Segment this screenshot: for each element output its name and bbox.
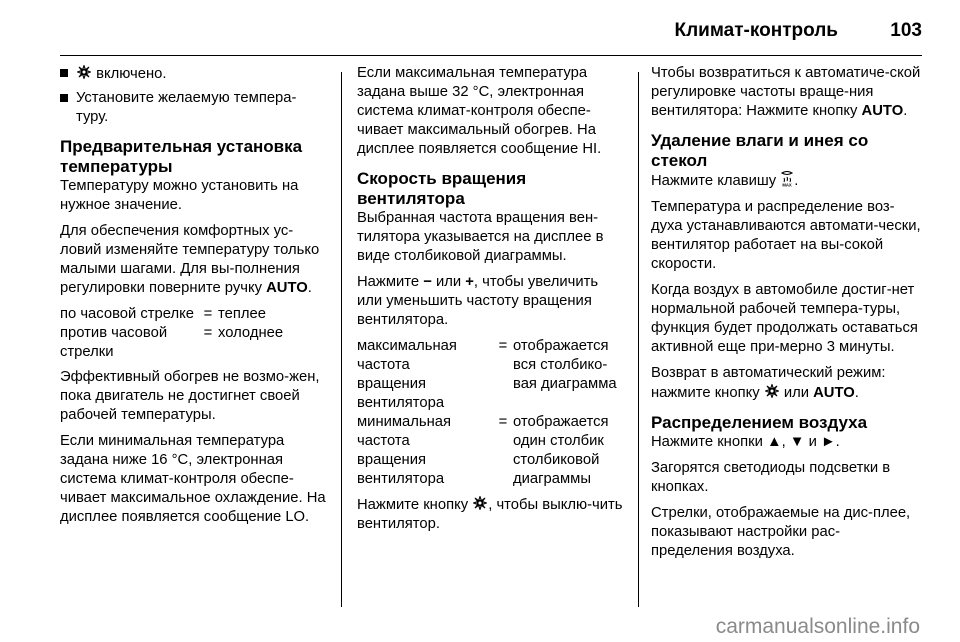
- table-cell: холоднее: [218, 325, 284, 341]
- column-3: [651, 64, 921, 568]
- paragraph: Температура и распределение воз-духа устанавливаются автомати-чески, вентилятор работает на вы-сокой скорости.: [651, 199, 921, 272]
- table: [60, 305, 328, 362]
- paragraph: Загорятся светодиоды подсветки в кнопках.: [651, 460, 891, 495]
- watermark: carmanualsonline.info: [715, 615, 920, 638]
- svg-text:MAX: MAX: [782, 182, 792, 187]
- table-cell: =: [498, 414, 508, 430]
- paragraph: Нажмите кнопки ▲, ▼ и ►.: [651, 434, 840, 450]
- column-1: [60, 64, 328, 534]
- table-cell: =: [203, 325, 213, 341]
- paragraph: Если максимальная температура задана выше 32 °C, электронная система климат-контроля обеспе-чивает максимальный обогрев. На дисплее появляется сообщение HI.: [357, 65, 602, 157]
- list-item: включено.: [60, 64, 328, 84]
- section-heading: Скорость вращения вентилятора: [357, 169, 527, 208]
- header-title: Климат-контроль: [674, 20, 838, 41]
- paragraph: Нажмите кнопку , чтобы выклю-чить вентилятор.: [357, 497, 623, 532]
- table-cell: против часовой стрелки: [60, 325, 168, 360]
- minus-icon: −: [423, 274, 432, 290]
- page-number: 103: [890, 20, 922, 41]
- paragraph: Температуру можно установить на нужное значение.: [60, 178, 299, 213]
- paragraph: Нажмите клавишу MAX .: [651, 173, 799, 189]
- list-item: Установите желаемую темпера-туру.: [60, 89, 328, 127]
- plus-icon: +: [465, 274, 474, 290]
- table-cell: максимальная частота вращения вентилятора: [357, 338, 457, 411]
- table-cell: минимальная частота вращения вентилятора: [357, 414, 452, 487]
- paragraph: Стрелки, отображаемые на дис-плее, показывают настройки рас-пределения воздуха.: [651, 505, 911, 559]
- section-heading: Предварительная установка температуры: [60, 137, 303, 176]
- paragraph: Выбранная частота вращения вен-тилятора указывается на дисплее в виде столбиковой диаграммы.: [357, 210, 604, 264]
- table: [357, 337, 625, 489]
- section-heading: Удаление влаги и инея со стекол: [651, 131, 869, 170]
- table-cell: =: [203, 306, 213, 322]
- table-cell: теплее: [218, 306, 266, 322]
- paragraph: Для обеспечения комфортных ус-ловий изменяйте температуру только малыми шагами. Для вы-полнения регулировки поверните ручку AUTO.: [60, 223, 320, 296]
- fan-icon: [76, 64, 92, 80]
- bullet-square-icon: [60, 69, 68, 77]
- paragraph: Когда воздух в автомобиле достиг-нет нормальной рабочей темпера-туры, функция будет продолжать оставаться активной еще при-мерно 3 минуты.: [651, 282, 918, 355]
- paragraph: Эффективный обогрев не возмо-жен, пока двигатель не достигнет своей рабочей температуры.: [60, 369, 320, 423]
- defrost-icon: [780, 171, 794, 187]
- paragraph: Нажмите − или +, чтобы увеличить или уменьшить частоту вращения вентилятора.: [357, 274, 599, 328]
- table-cell: по часовой стрелке: [60, 306, 195, 322]
- column-divider: [341, 72, 342, 607]
- table-cell: отображается вся столбико- вая диаграмма: [513, 338, 617, 392]
- column-2: [357, 64, 625, 541]
- table-cell: отображается один столбик столбиковой диаграммы: [513, 414, 609, 487]
- paragraph: Если минимальная температура задана ниже 16 °C, электронная система климат-контроля обеспе-чивает максимальное охлаждение. На дисплее появляется сообщение LO.: [60, 433, 326, 525]
- bullet-square-icon: [60, 94, 68, 102]
- paragraph: Возврат в автоматический режим: нажмите кнопку или AUTO.: [651, 365, 886, 401]
- column-divider: [638, 72, 639, 607]
- section-heading: Распределением воздуха: [651, 413, 868, 432]
- table-cell: =: [498, 338, 508, 354]
- fan-icon: [764, 383, 780, 399]
- fan-icon: [472, 495, 488, 511]
- paragraph: Чтобы возвратиться к автоматиче-ской регулировке частоты враще-ния вентилятора: Нажмите кнопку AUTO.: [651, 65, 921, 119]
- header-rule: [60, 55, 922, 56]
